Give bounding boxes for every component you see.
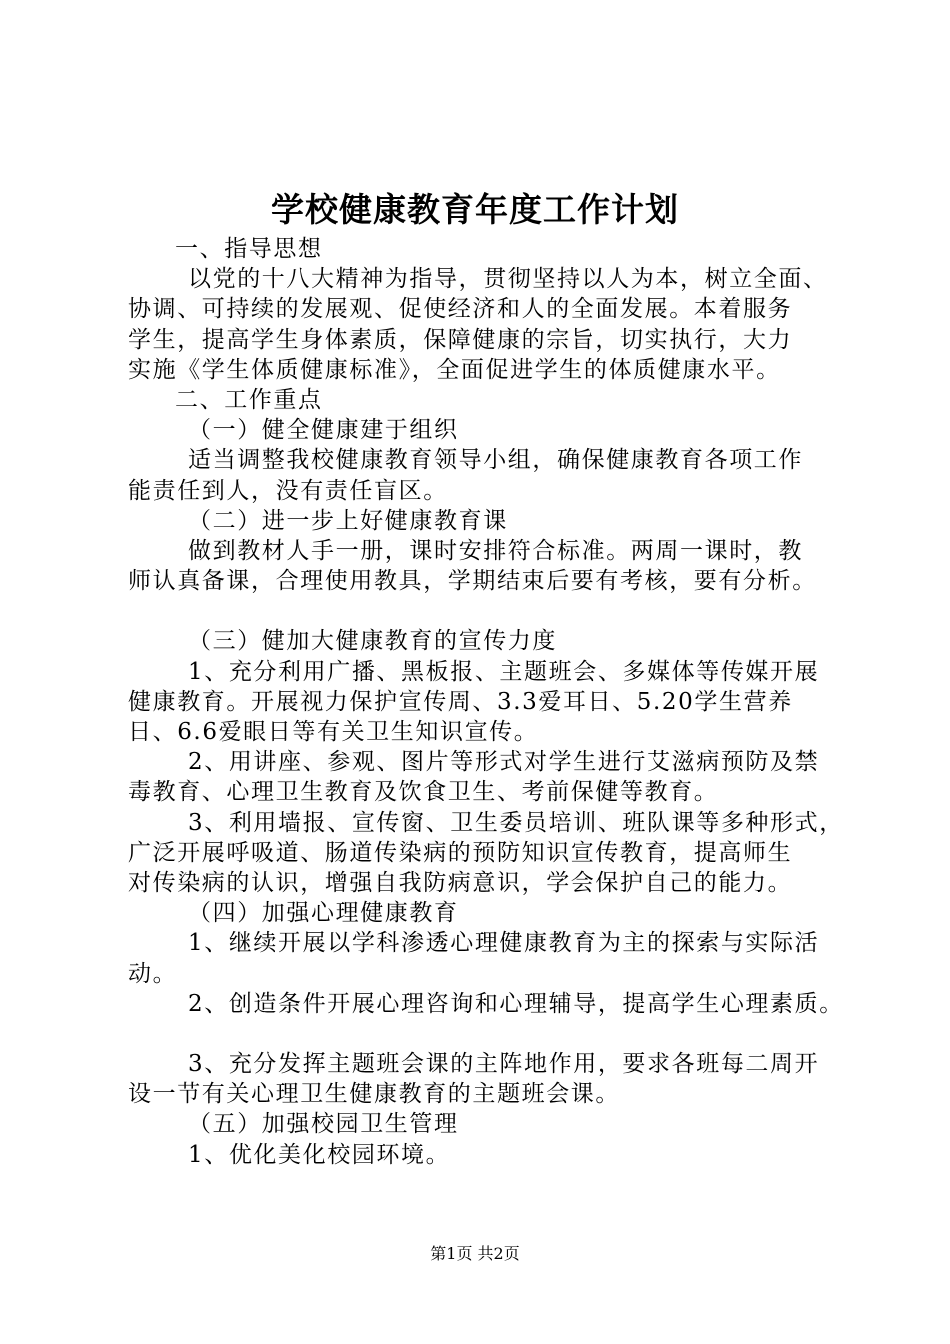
paragraph-line: 适当调整我校健康教育领导小组，确保健康教育各项工作 xyxy=(188,447,803,474)
subsection-heading: （二）进一步上好健康教育课 xyxy=(188,507,508,534)
paragraph-line: 设一节有关心理卫生健康教育的主题班会课。 xyxy=(128,1081,620,1108)
paragraph-line: 协调、可持续的发展观、促使经济和人的全面发展。本着服务 xyxy=(128,296,793,323)
blank-line xyxy=(128,596,833,626)
subsection-heading: （一）健全健康建于组织 xyxy=(188,417,459,444)
paragraph-line: 实施《学生体质健康标准》，全面促进学生的体质健康水平。 xyxy=(128,356,781,383)
page-footer: 第1页 共2页 xyxy=(430,1244,520,1263)
paragraph-line: 做到教材人手一册，课时安排符合标准。两周一课时，教 xyxy=(188,537,803,564)
paragraph-line: 动。 xyxy=(128,960,178,987)
paragraph-line: 毒教育、心理卫生教育及饮食卫生、考前保健等教育。 xyxy=(128,779,719,806)
paragraph-line: 2、用讲座、参观、图片等形式对学生进行艾滋病预防及禁 xyxy=(188,749,820,776)
document-body xyxy=(128,234,844,1170)
subsection-heading: （三）健加大健康教育的宣传力度 xyxy=(188,628,557,655)
paragraph-line: 2、创造条件开展心理咨询和心理辅导，提高学生心理素质。 xyxy=(188,990,844,1017)
section-heading: 一、指导思想 xyxy=(175,236,323,262)
paragraph-line: 1、继续开展以学科渗透心理健康教育为主的探索与实际活 xyxy=(188,930,820,957)
document-title: 学校健康教育年度工作计划 xyxy=(271,190,679,229)
paragraph-line: 学生，提高学生身体素质，保障健康的宗旨，切实执行，大力 xyxy=(128,326,793,353)
paragraph-line: 1、优化美化校园环境。 xyxy=(188,1141,451,1168)
subsection-heading: （五）加强校园卫生管理 xyxy=(188,1111,459,1138)
paragraph-line: 健康教育。开展视力保护宣传周、3.3爱耳日、5.20学生营养 xyxy=(128,688,793,715)
paragraph-line: 3、利用墙报、宣传窗、卫生委员培训、班队课等多种形式， xyxy=(188,809,844,836)
section-heading: 二、工作重点 xyxy=(175,386,323,413)
paragraph-line: 以党的十八大精神为指导，贯彻坚持以人为本，树立全面、 xyxy=(188,266,828,293)
paragraph-line: 日、6.6爱眼日等有关卫生知识宣传。 xyxy=(128,719,539,745)
paragraph-line: 广泛开展呼吸道、肠道传染病的预防知识宣传教育，提高师生 xyxy=(128,839,793,866)
paragraph-line: 能责任到人，没有责任盲区。 xyxy=(128,477,448,504)
blank-line xyxy=(128,1019,833,1049)
paragraph-line: 1、充分利用广播、黑板报、主题班会、多媒体等传媒开展 xyxy=(188,658,820,685)
paragraph-line: 师认真备课，合理使用教具，学期结束后要有考核，要有分析。 xyxy=(128,568,817,595)
subsection-heading: （四）加强心理健康教育 xyxy=(188,900,459,927)
paragraph-line: 对传染病的认识，增强自我防病意识，学会保护自己的能力。 xyxy=(128,869,793,896)
paragraph-line: 3、充分发挥主题班会课的主阵地作用，要求各班每二周开 xyxy=(188,1051,820,1078)
